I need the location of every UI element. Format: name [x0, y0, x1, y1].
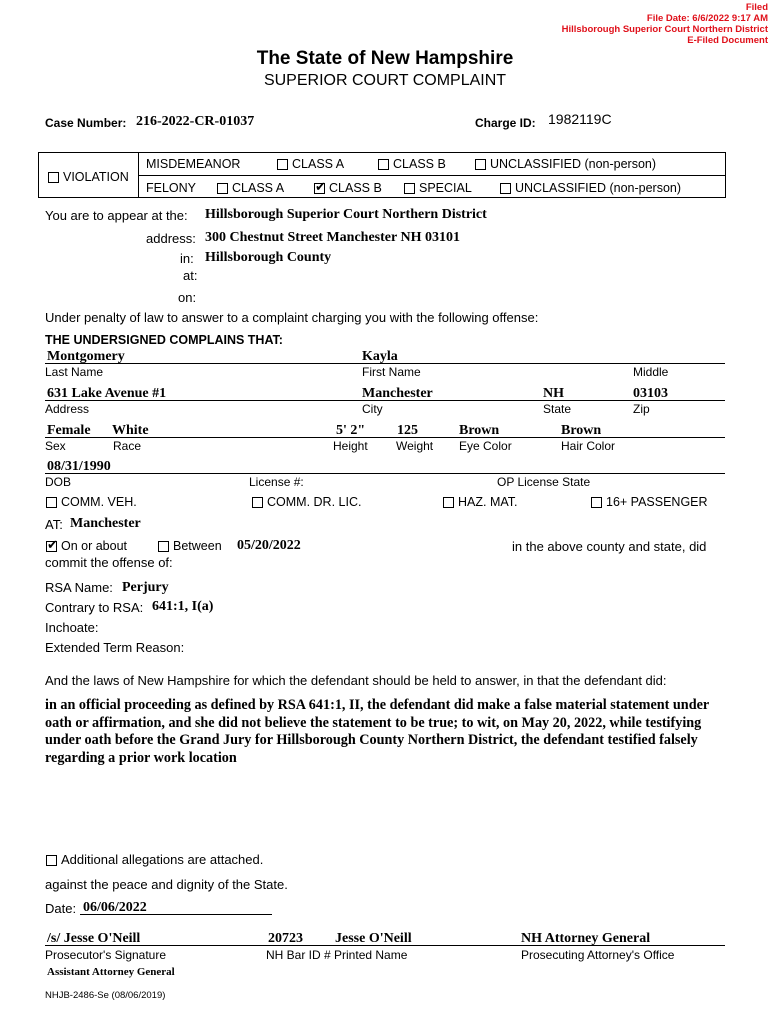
felony-unclassified-label: UNCLASSIFIED (non-person): [515, 181, 682, 195]
allegation-text: in an official proceeding as defined by RSA 641:1, II, the defendant did make a false material statement under oath or affirmation, and she did not believe the statement to be true; to wit, on May 20, 2022, while testifying under oath before the Grand Jury for Hillsborough County Northern District, the defendant testified falsely regarding a prior work location: [45, 697, 709, 766]
charge-id-label: Charge ID:: [475, 116, 536, 130]
between-label: Between: [173, 539, 222, 553]
felony-class-a-label: CLASS A: [232, 181, 285, 195]
felony-label: FELONY: [146, 181, 197, 195]
city-value: Manchester: [362, 386, 433, 401]
misdemeanor-class-a-checkbox[interactable]: [277, 159, 288, 170]
offense-at-label: AT:: [45, 517, 63, 532]
first-name-value: Kayla: [362, 349, 398, 364]
comm-veh-checkbox[interactable]: [46, 497, 57, 508]
violation-checkbox[interactable]: [48, 172, 59, 183]
op-license-state-label: OP License State: [497, 475, 591, 489]
passenger-option[interactable]: [591, 495, 708, 509]
contrary-label: Contrary to RSA:: [45, 600, 144, 615]
passenger-checkbox[interactable]: [591, 497, 602, 508]
misdemeanor-unclassified-checkbox[interactable]: [475, 159, 486, 170]
zip-value: 03103: [633, 386, 668, 401]
date-label: Date:: [45, 901, 77, 916]
felony-special-option[interactable]: [404, 181, 472, 195]
misdemeanor-class-a-option[interactable]: [277, 157, 344, 171]
prosecutor-title: Assistant Attorney General: [47, 966, 175, 978]
defendant-address-label: Address: [45, 402, 90, 416]
felony-class-b-checkbox[interactable]: [314, 183, 325, 194]
charge-id: 1982119C: [548, 111, 612, 127]
eye-color-label: Eye Color: [459, 439, 512, 453]
felony-special-label: SPECIAL: [419, 181, 472, 195]
date-underline: [80, 914, 272, 915]
weight-value: 125: [397, 423, 418, 438]
comm-veh-label: COMM. VEH.: [61, 495, 137, 509]
printed-name: Jesse O'Neill: [335, 931, 412, 946]
laws-text: And the laws of New Hampshire for which the defendant should be held to answer, in that the defendant did:: [45, 673, 667, 688]
bar-id-label: NH Bar ID # Printed Name: [266, 948, 408, 962]
rsa-name-label: RSA Name:: [45, 580, 113, 595]
violation-label: VIOLATION: [63, 170, 129, 184]
dob-value: 08/31/1990: [47, 459, 111, 474]
eye-color-value: Brown: [459, 423, 500, 438]
additional-allegations-option[interactable]: [46, 852, 263, 867]
signed-date: 06/06/2022: [83, 900, 147, 915]
license-label: License #:: [249, 475, 304, 489]
offense-date: 05/20/2022: [237, 538, 301, 553]
case-number-label: Case Number:: [45, 116, 127, 130]
sex-value: Female: [47, 423, 91, 438]
penalty-text: Under penalty of law to answer to a complaint charging you with the following offense:: [45, 310, 539, 325]
additional-allegations-label: Additional allegations are attached.: [61, 852, 264, 867]
dob-underline: [45, 473, 725, 474]
felony-class-b-label: CLASS B: [329, 181, 382, 195]
misdemeanor-class-b-option[interactable]: [378, 157, 446, 171]
on-or-about-option[interactable]: [46, 539, 127, 553]
haz-mat-label: HAZ. MAT.: [458, 495, 518, 509]
defendant-address-value: 631 Lake Avenue #1: [47, 386, 167, 401]
middle-label: Middle: [633, 365, 669, 379]
stamp-efiled: E-Filed Document: [687, 35, 768, 46]
misdemeanor-class-a-label: CLASS A: [292, 157, 345, 171]
signature-label: Prosecutor's Signature: [45, 948, 167, 962]
zip-label: Zip: [633, 402, 650, 416]
weight-label: Weight: [396, 439, 434, 453]
felony-unclassified-option[interactable]: [500, 181, 681, 195]
signature-underline: [45, 945, 725, 946]
state-value: NH: [543, 386, 564, 401]
comm-veh-option[interactable]: [46, 495, 137, 509]
page-title: The State of New Hampshire: [256, 48, 514, 69]
extended-term-label: Extended Term Reason:: [45, 640, 185, 655]
on-label: on:: [178, 290, 197, 305]
form-id: NHJB-2486-Se (08/06/2019): [45, 990, 166, 1001]
appear-label: You are to appear at the:: [45, 208, 188, 223]
in-value: Hillsborough County: [205, 250, 332, 265]
county-text: in the above county and state, did: [512, 539, 707, 554]
height-value: 5' 2": [336, 423, 366, 438]
case-number: 216-2022-CR-01037: [136, 114, 255, 129]
on-or-about-checkbox[interactable]: [46, 541, 57, 552]
in-label: in:: [180, 251, 194, 266]
stamp-court: Hillsborough Superior Court Northern District: [561, 24, 768, 35]
stamp-filed: Filed: [745, 2, 768, 13]
haz-mat-checkbox[interactable]: [443, 497, 454, 508]
between-option[interactable]: [158, 539, 222, 553]
hair-color-value: Brown: [561, 423, 602, 438]
felony-special-checkbox[interactable]: [404, 183, 415, 194]
name-underline: [45, 363, 725, 364]
height-label: Height: [333, 439, 368, 453]
comm-dr-lic-label: COMM. DR. LIC.: [267, 495, 362, 509]
dob-label: DOB: [45, 475, 72, 489]
address-underline: [45, 400, 725, 401]
rsa-name-value: Perjury: [122, 580, 169, 595]
passenger-label: 16+ PASSENGER: [606, 495, 708, 509]
misdemeanor-unclassified-label: UNCLASSIFIED (non-person): [490, 157, 657, 171]
commit-text: commit the offense of:: [45, 555, 173, 570]
appear-value: Hillsborough Superior Court Northern District: [205, 207, 487, 222]
physical-underline: [45, 437, 725, 438]
felony-class-a-option[interactable]: [217, 181, 284, 195]
additional-allegations-checkbox[interactable]: [46, 855, 57, 866]
misdemeanor-class-b-checkbox[interactable]: [378, 159, 389, 170]
signature: /s/ Jesse O'Neill: [47, 931, 141, 946]
haz-mat-option[interactable]: [443, 495, 518, 509]
against-text: against the peace and dignity of the State.: [45, 877, 288, 892]
address-label: address:: [146, 231, 196, 246]
violation-option[interactable]: [48, 170, 129, 184]
misdemeanor-unclassified-option[interactable]: [475, 157, 656, 171]
race-value: White: [112, 423, 149, 438]
filed-stamp: [562, 2, 768, 46]
hair-color-label: Hair Color: [561, 439, 616, 453]
contrary-value: 641:1, I(a): [152, 599, 214, 614]
state-label: State: [543, 402, 572, 416]
offense-at-value: Manchester: [70, 516, 141, 531]
last-name-value: Montgomery: [47, 349, 125, 364]
stamp-file-date: File Date: 6/6/2022 9:17 AM: [646, 13, 768, 24]
first-name-label: First Name: [362, 365, 421, 379]
complains-heading: THE UNDERSIGNED COMPLAINS THAT:: [45, 333, 283, 347]
felony-class-a-checkbox[interactable]: [217, 183, 228, 194]
city-label: City: [362, 402, 383, 416]
misdemeanor-label: MISDEMEANOR: [146, 157, 241, 171]
comm-dr-lic-option[interactable]: [252, 495, 361, 509]
sex-label: Sex: [45, 439, 66, 453]
between-checkbox[interactable]: [158, 541, 169, 552]
address-value: 300 Chestnut Street Manchester NH 03101: [205, 230, 460, 245]
on-or-about-label: On or about: [61, 539, 128, 553]
last-name-label: Last Name: [45, 365, 104, 379]
felony-class-b-option[interactable]: [314, 181, 382, 195]
inchoate-label: Inchoate:: [45, 620, 99, 635]
misdemeanor-class-b-label: CLASS B: [393, 157, 446, 171]
page-subtitle: SUPERIOR COURT COMPLAINT: [263, 72, 507, 89]
race-label: Race: [113, 439, 142, 453]
classification-row-divider: [138, 175, 726, 176]
at-label: at:: [183, 268, 198, 283]
prosecuting-office: NH Attorney General: [521, 931, 651, 946]
comm-dr-lic-checkbox[interactable]: [252, 497, 263, 508]
office-label: Prosecuting Attorney's Office: [521, 948, 675, 962]
felony-unclassified-checkbox[interactable]: [500, 183, 511, 194]
bar-id: 20723: [268, 931, 303, 946]
